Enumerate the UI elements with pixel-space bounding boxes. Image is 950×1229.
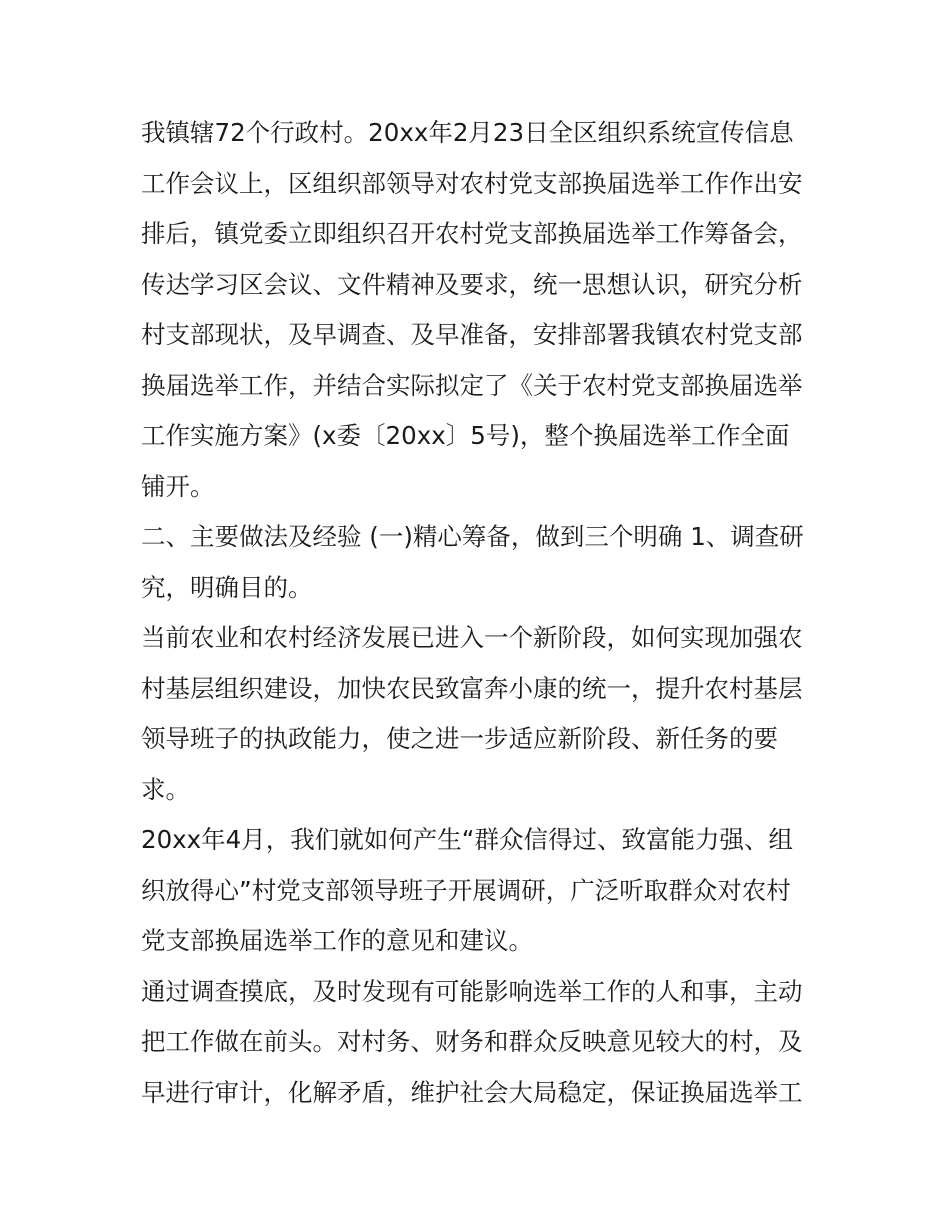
- text-line: 二、主要做法及经验 (一)精心筹备，做到三个明确 1、调查研: [141, 522, 804, 551]
- text-line: 党支部换届选举工作的意见和建议。: [141, 926, 533, 955]
- text-line: 工作会议上，区组织部领导对农村党支部换届选举工作作出安: [141, 168, 803, 198]
- text-line: 排后，镇党委立即组织召开农村党支部换届选举工作筹备会，: [141, 219, 803, 248]
- text-line: 求。: [141, 774, 190, 804]
- text-line: 20xx年4月，我们就如何产生“群众信得过、致富能力强、组: [141, 825, 793, 854]
- text-line: 铺开。: [141, 471, 215, 501]
- text-line: 当前农业和农村经济发展已进入一个新阶段，如何实现加强农: [141, 623, 803, 652]
- text-line: 早进行审计，化解矛盾，维护社会大局稳定，保证换届选举工: [141, 1077, 803, 1107]
- text-line: 传达学习区会议、文件精神及要求，统一思想认识，研究分析: [141, 269, 803, 299]
- paragraph-survey: [141, 967, 821, 1119]
- text-line: 通过调查摸底，及时发现有可能影响选举工作的人和事，主动: [141, 976, 803, 1006]
- text-line: 村支部现状，及早调查、及早准备，安排部署我镇农村党支部: [141, 320, 803, 349]
- text-line: 村基层组织建设，加快农民致富奔小康的统一，提升农村基层: [141, 673, 803, 703]
- document-body: [141, 108, 821, 1118]
- paragraph-intro: [141, 108, 821, 512]
- paragraph-background: [141, 613, 821, 815]
- text-line: 领导班子的执政能力，使之进一步适应新阶段、新任务的要: [141, 724, 778, 753]
- paragraph-research: [141, 815, 821, 967]
- paragraph-section-heading: [141, 512, 821, 613]
- text-line: 换届选举工作，并结合实际拟定了《关于农村党支部换届选举: [141, 370, 803, 400]
- text-line: 把工作做在前头。对村务、财务和群众反映意见较大的村，及: [141, 1027, 803, 1056]
- text-line: 织放得心”村党支部领导班子开展调研，广泛听取群众对农村: [141, 875, 791, 905]
- text-line: 工作实施方案》(x委〔20xx〕5号)，整个换届选举工作全面: [141, 421, 790, 450]
- text-line: 我镇辖72个行政村。20xx年2月23日全区组织系统宣传信息: [141, 118, 794, 147]
- text-line: 究，明确目的。: [141, 572, 313, 602]
